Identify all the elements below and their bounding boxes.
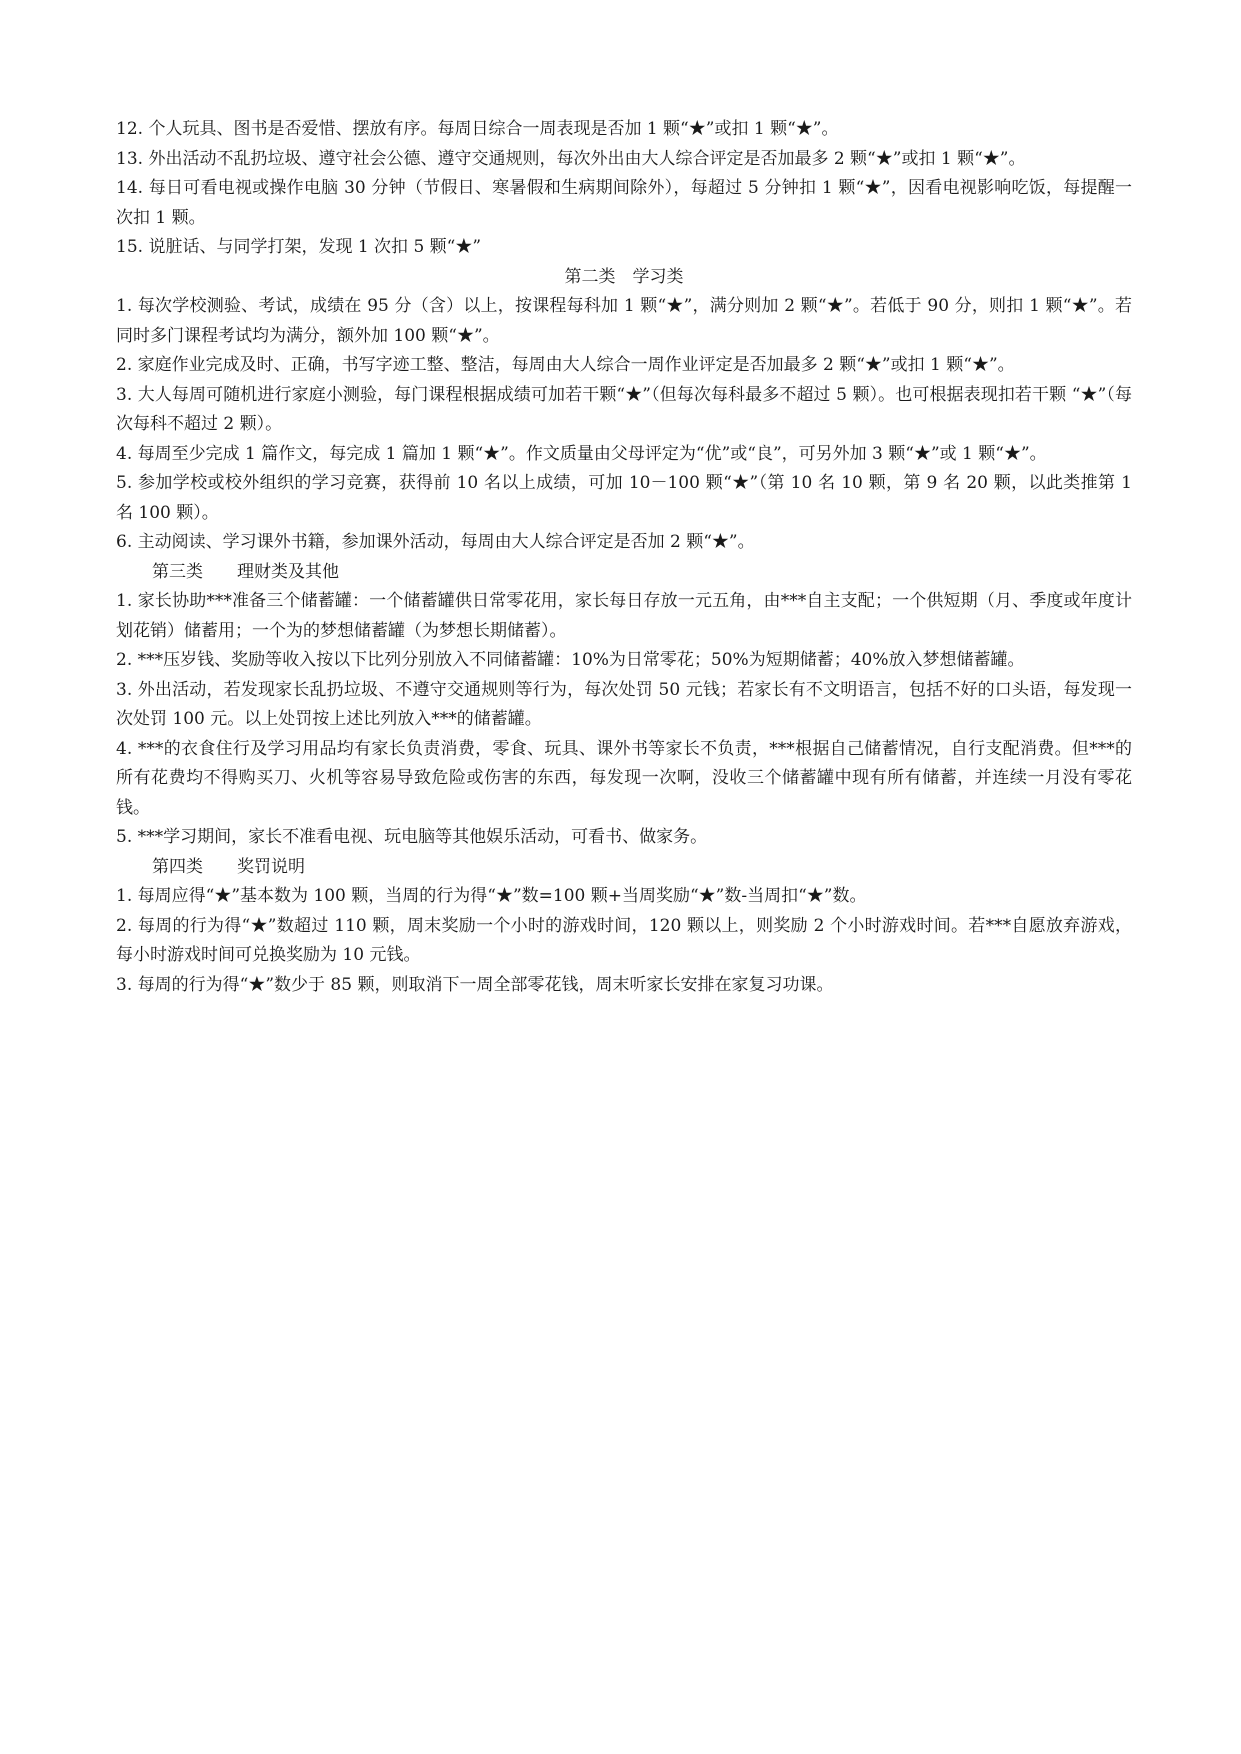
- rule-item: 2. 每周的行为得“★”数超过 110 颗，周末奖励一个小时的游戏时间，120 颗以上，则奖励 2 个小时游戏时间。若***自愿放弃游戏，每小时游戏时间可兑换奖励为 10 元钱。: [116, 915, 1132, 965]
- rule-item: 14. 每日可看电视或操作电脑 30 分钟（节假日、寒暑假和生病期间除外），每超过 5 分钟扣 1 颗“★”，因看电视影响吃饭，每提醒一次扣 1 颗。: [116, 178, 1132, 228]
- rule-item: 5. ***学习期间，家长不准看电视、玩电脑等其他娱乐活动，可看书、做家务。: [116, 827, 708, 847]
- rule-item: 3. 每周的行为得“★”数少于 85 颗，则取消下一周全部零花钱，周末听家长安排在家复习功课。: [116, 974, 834, 995]
- rule-item: 3. 大人每周可随机进行家庭小测验，每门课程根据成绩可加若干颗“★”（但每次每科最多不超过 5 颗）。也可根据表现扣若干颗 “★”（每次每科不超过 2 颗）。: [116, 384, 1132, 434]
- rule-item: 15. 说脏话、与同学打架，发现 1 次扣 5 颗“★”: [116, 237, 482, 257]
- rule-item: 6. 主动阅读、学习课外书籍，参加课外活动，每周由大人综合评定是否加 2 颗“★”。: [116, 532, 755, 552]
- rule-item: 1. 每周应得“★”基本数为 100 颗，当周的行为得“★”数=100 颗+当周奖励“★”数-当周扣“★”数。: [116, 886, 867, 906]
- rule-item: 12. 个人玩具、图书是否爱惜、摆放有序。每周日综合一周表现是否加 1 颗“★”或扣 1 颗“★”。: [116, 119, 839, 139]
- rule-item: 3. 外出活动，若发现家长乱扔垃圾、不遵守交通规则等行为，每次处罚 50 元钱；若家长有不文明语言，包括不好的口头语，每发现一次处罚 100 元。以上处罚按上述比列放入***的储蓄罐。: [116, 679, 1132, 729]
- section-heading-finance: 第三类 理财类及其他: [152, 561, 339, 582]
- section-heading-study: 第二类 学习类: [564, 266, 684, 287]
- section-heading-rewards: 第四类 奖罚说明: [152, 856, 305, 877]
- rule-item: 4. ***的衣食住行及学习用品均有家长负责消费，零食、玩具、课外书等家长不负责，***根据自己储蓄情况，自行支配消费。但***的所有花费均不得购买刀、火机等容易导致危险或伤害的东西，每发现一次啊，没收三个储蓄罐中现有所有储蓄，并连续一月没有零花钱。: [116, 738, 1132, 818]
- rule-item: 5. 参加学校或校外组织的学习竞赛，获得前 10 名以上成绩，可加 10－100 颗“★”（第 10 名 10 颗，第 9 名 20 颗，以此类推第 1 名 100 颗）。: [116, 473, 1132, 523]
- document-body: [116, 115, 1132, 1000]
- rule-item: 1. 每次学校测验、考试，成绩在 95 分（含）以上，按课程每科加 1 颗“★”，满分则加 2 颗“★”。若低于 90 分，则扣 1 颗“★”。若同时多门课程考试均为满分，额外加 100 颗“★”。: [116, 296, 1132, 346]
- rule-item: 2. 家庭作业完成及时、正确，书写字迹工整、整洁，每周由大人综合一周作业评定是否加最多 2 颗“★”或扣 1 颗“★”。: [116, 355, 1015, 375]
- rule-item: 4. 每周至少完成 1 篇作文，每完成 1 篇加 1 颗“★”。作文质量由父母评定为“优”或“良”，可另外加 3 颗“★”或 1 颗“★”。: [116, 443, 1047, 464]
- rule-item: 13. 外出活动不乱扔垃圾、遵守社会公德、遵守交通规则，每次外出由大人综合评定是否加最多 2 颗“★”或扣 1 颗“★”。: [116, 148, 1026, 169]
- rule-item: 2. ***压岁钱、奖励等收入按以下比列分别放入不同储蓄罐：10%为日常零花；50%为短期储蓄；40%放入梦想储蓄罐。: [116, 650, 1025, 670]
- rule-item: 1. 家长协助***准备三个储蓄罐：一个储蓄罐供日常零花用，家长每日存放一元五角，由***自主支配；一个供短期（月、季度或年度计划花销）储蓄用；一个为的梦想储蓄罐（为梦想长期储蓄）。: [116, 591, 1132, 641]
